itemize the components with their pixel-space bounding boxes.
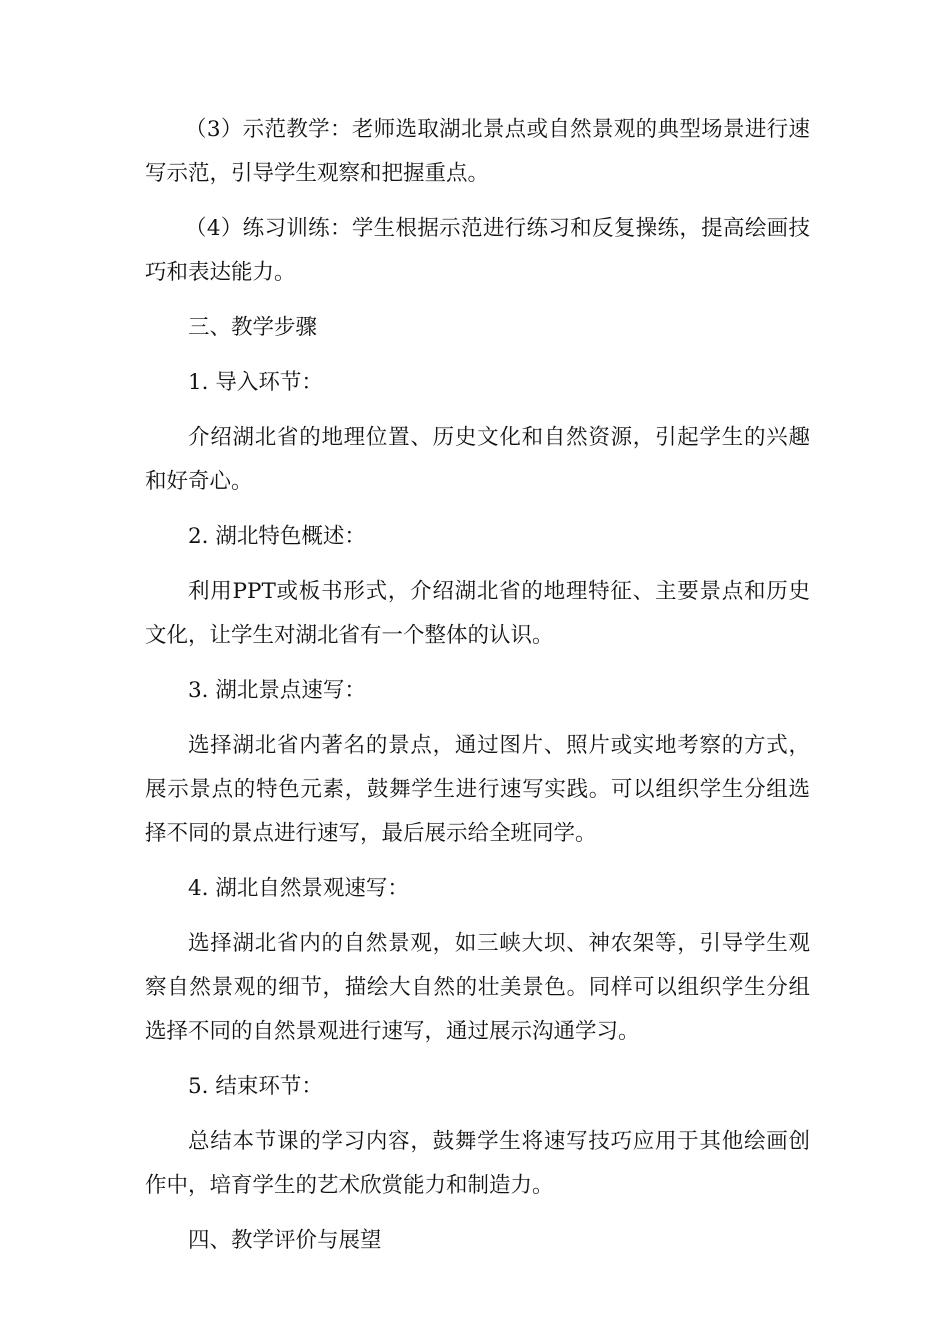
paragraph-demo-teaching: （3）示范教学：老师选取湖北景点或自然景观的典型场景进行速写示范，引导学生观察和把握重点。 xyxy=(145,117,810,186)
paragraph-practice-training: （4）练习训练：学生根据示范进行练习和反复操练，提高绘画技巧和表达能力。 xyxy=(145,216,810,285)
heading-teaching-steps: 三、教学步骤 xyxy=(188,315,318,340)
paragraph-step-2: 利用PPT或板书形式，介绍湖北省的地理特征、主要景点和历史文化，让学生对湖北省有一个整体的认识。 xyxy=(145,579,810,648)
heading-step-3: 3. 湖北景点速写： xyxy=(188,678,366,703)
heading-step-1: 1. 导入环节： xyxy=(188,370,323,395)
paragraph-step-3: 选择湖北省内著名的景点，通过图片、照片或实地考察的方式，展示景点的特色元素，鼓舞学生进行速写实践。可以组织学生分组选择不同的景点进行速写，最后展示给全班同学。 xyxy=(145,733,810,846)
document-body xyxy=(145,108,810,1274)
heading-step-2: 2. 湖北特色概述： xyxy=(188,524,366,549)
paragraph-step-1: 介绍湖北省的地理位置、历史文化和自然资源，引起学生的兴趣和好奇心。 xyxy=(145,425,810,494)
paragraph-step-4: 选择湖北省内的自然景观，如三峡大坝、神农架等，引导学生观察自然景观的细节，描绘大自然的壮美景色。同样可以组织学生分组选择不同的自然景观进行速写，通过展示沟通学习。 xyxy=(145,931,810,1044)
paragraph-step-5: 总结本节课的学习内容，鼓舞学生将速写技巧应用于其他绘画创作中，培育学生的艺术欣赏能力和制造力。 xyxy=(145,1129,810,1198)
heading-step-4: 4. 湖北自然景观速写： xyxy=(188,876,409,901)
heading-step-5: 5. 结束环节： xyxy=(188,1074,323,1099)
heading-evaluation-outlook: 四、教学评价与展望 xyxy=(188,1228,382,1253)
